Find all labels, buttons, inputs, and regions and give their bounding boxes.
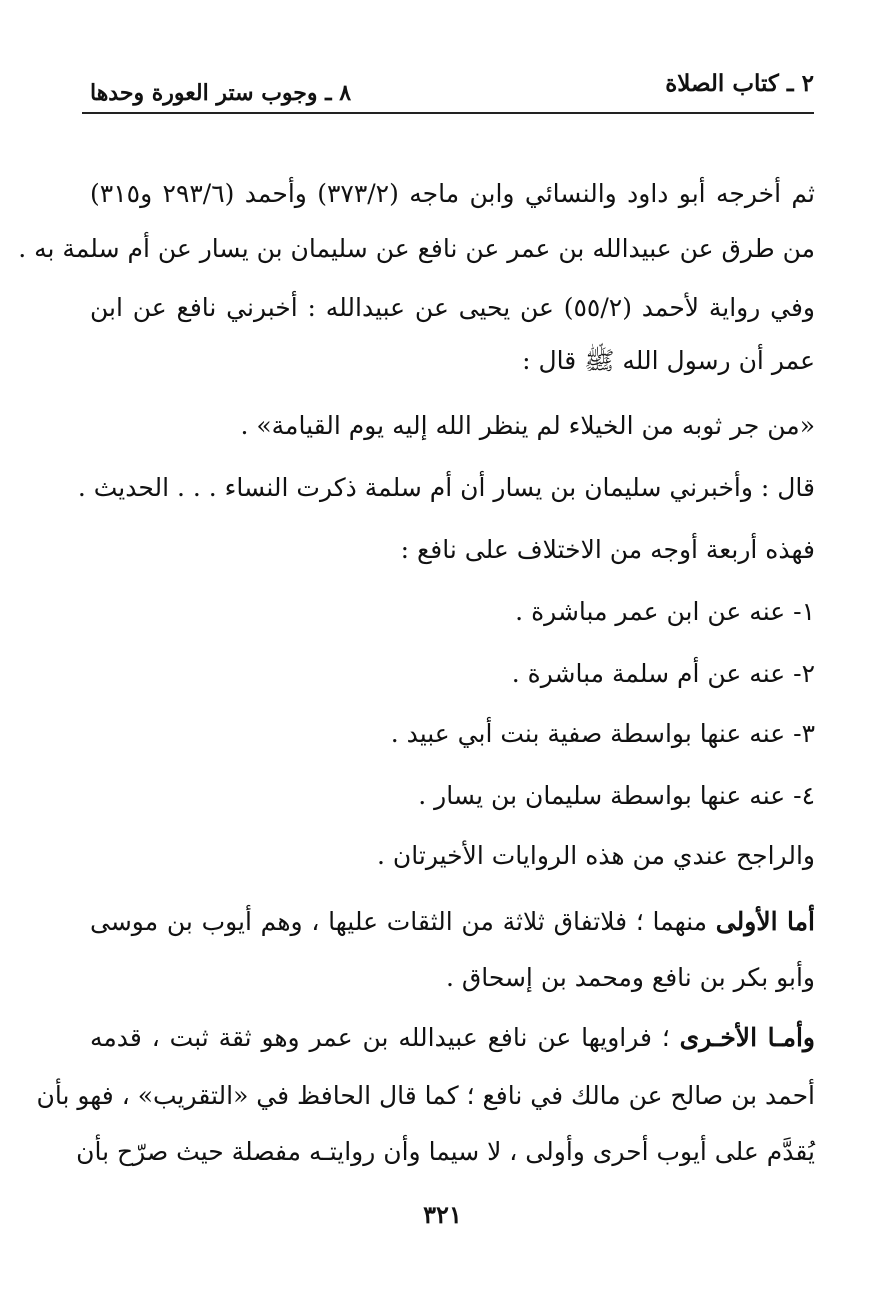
text-line: قال : وأخبرني سليمان بن يسار أن أم سلمة ذكرت النساء . . . الحديث . [77,473,815,502]
chapter-title: ٢ ـ كتاب الصلاة [665,70,814,97]
bold-lead: وأمـا الأخـرى [679,1023,815,1052]
text-line [90,1020,815,1056]
text-line: أحمد بن صالح عن مالك في نافع ؛ كما قال الحافظ في «التقريب» ، فهو بأن [36,1081,815,1110]
text-line: وفي رواية لأحمد (٥٥/٢) عن يحيى عن عبيدالله : أخبرني نافع عن ابن [90,293,815,322]
bold-lead: أما الأولى [715,907,815,936]
list-item: ١- عنه عن ابن عمر مباشرة . [515,597,815,626]
hadith-quote: «من جر ثوبه من الخيلاء لم ينظر الله إليه يوم القيامة» . [240,411,815,440]
text-run: منهما ؛ فلاتفاق ثلاثة من الثقات عليها ، وهم أيوب بن موسى [90,907,716,936]
running-header [82,66,814,114]
list-item: ٢- عنه عن أم سلمة مباشرة . [511,659,815,688]
text-line: يُقدَّم على أيوب أحرى وأولى ، لا سيما وأن روايتـه مفصلة حيث صرّح بأن [76,1137,815,1166]
text-run: ؛ فراويها عن نافع عبيدالله بن عمر وهو ثقة ثبت ، قدمه [90,1023,680,1052]
text-line: ثم أخرجه أبو داود والنسائي وابن ماجه (٣٧٣/٢) وأحمد (٢٩٣/٦ و٣١٥) [90,179,815,208]
list-item: ٤- عنه عنها بواسطة سليمان بن يسار . [418,781,815,810]
page-number: ٣٢١ [423,1200,462,1229]
text-line: وأبو بكر بن نافع ومحمد بن إسحاق . [445,963,815,992]
section-title: ٨ ـ وجوب ستر العورة وحدها [90,80,352,106]
text-line: فهذه أربعة أوجه من الاختلاف على نافع : [400,535,815,564]
list-item: ٣- عنه عنها بواسطة صفية بنت أبي عبيد . [390,719,815,748]
text-line: عمر أن رسول الله ﷺ قال : [522,346,815,375]
text-line: من طرق عن عبيدالله بن عمر عن نافع عن سليمان بن يسار عن أم سلمة به . [18,234,815,263]
text-line [90,904,815,940]
text-line: والراجح عندي من هذه الروايات الأخيرتان . [377,841,815,870]
